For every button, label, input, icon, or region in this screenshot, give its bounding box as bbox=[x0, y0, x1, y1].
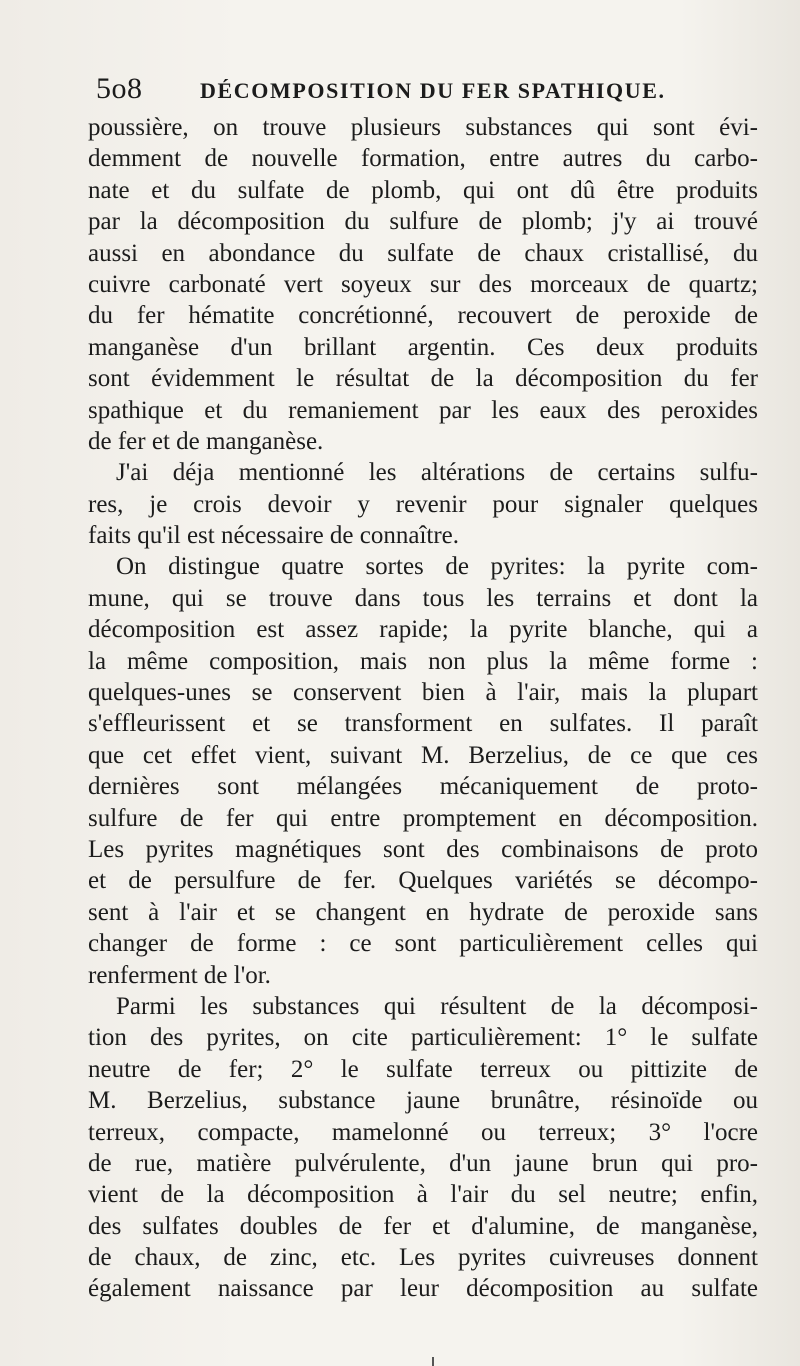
text-line: neutre de fer; 2° le sulfate terreux ou pittizite de bbox=[88, 1055, 758, 1083]
text-line: sont évidemment le résultat de la décomposition du fer bbox=[88, 365, 758, 393]
text-line: poussière, on trouve plusieurs substances qui sont évi- bbox=[88, 114, 758, 141]
text-line: terreux, compacte, mamelonné ou terreux; 3° l'ocre bbox=[88, 1118, 758, 1146]
text-line: demment de nouvelle formation, entre autres du carbo- bbox=[88, 145, 758, 173]
text-line: changer de forme : ce sont particulièrement celles qui bbox=[88, 930, 758, 958]
text-line: de fer et de manganèse. bbox=[88, 427, 324, 455]
text-line: spathique et du remaniement par les eaux des peroxides bbox=[88, 396, 758, 424]
paragraph-first-line: Parmi les substances qui résultent de la décomposi- bbox=[116, 992, 758, 1020]
text-line: aussi en abondance du sulfate de chaux cristallisé, du bbox=[88, 239, 758, 267]
text-line: mune, qui se trouve dans tous les terrains et dont la bbox=[88, 584, 758, 612]
text-line: par la décomposition du sulfure de plomb; j'y ai trouvé bbox=[88, 208, 758, 236]
text-line: cuivre carbonaté vert soyeux sur des morceaux de quartz; bbox=[88, 270, 758, 298]
paragraph-first-line: On distingue quatre sortes de pyrites: la pyrite com- bbox=[116, 553, 758, 581]
paragraph-first-line: J'ai déja mentionné les altérations de certains sulfu- bbox=[116, 459, 758, 487]
text-line: renferment de l'or. bbox=[88, 961, 271, 989]
signature-mark bbox=[432, 1357, 434, 1366]
page-header bbox=[96, 72, 756, 112]
text-line: M. Berzelius, substance jaune brunâtre, résinoïde ou bbox=[88, 1087, 758, 1115]
text-line: manganèse d'un brillant argentin. Ces deux produits bbox=[88, 333, 758, 361]
text-line: et de persulfure de fer. Quelques variétés se décompo- bbox=[88, 867, 758, 895]
page-number: 5o8 bbox=[96, 72, 143, 105]
text-line: des sulfates doubles de fer et d'alumine, de manganèse, bbox=[88, 1212, 758, 1240]
text-line: du fer hématite concrétionné, recouvert de peroxide de bbox=[88, 302, 758, 330]
text-line: res, je crois devoir y revenir pour signaler quelques bbox=[88, 490, 758, 518]
text-line: nate et du sulfate de plomb, qui ont dû être produits bbox=[88, 176, 758, 204]
text-line: s'effleurissent et se transforment en sulfates. Il paraît bbox=[88, 710, 758, 738]
text-line: de chaux, de zinc, etc. Les pyrites cuivreuses donnent bbox=[88, 1244, 758, 1272]
text-line: la même composition, mais non plus la même forme : bbox=[88, 647, 758, 675]
running-title: DÉCOMPOSITION DU FER SPATHIQUE. bbox=[200, 78, 666, 103]
text-line: dernières sont mélangées mécaniquement de proto- bbox=[88, 773, 758, 801]
text-line: décomposition est assez rapide; la pyrite blanche, qui a bbox=[88, 616, 758, 644]
text-line: sent à l'air et se changent en hydrate de peroxide sans bbox=[88, 898, 758, 926]
text-line: Les pyrites magnétiques sont des combinaisons de proto bbox=[88, 835, 758, 863]
text-line: de rue, matière pulvérulente, d'un jaune brun qui pro- bbox=[88, 1149, 758, 1177]
text-line: que cet effet vient, suivant M. Berzelius, de ce que ces bbox=[88, 741, 758, 769]
text-line: faits qu'il est nécessaire de connaître. bbox=[88, 522, 460, 550]
text-line: sulfure de fer qui entre promptement en décomposition. bbox=[88, 804, 758, 832]
text-line: tion des pyrites, on cite particulièrement: 1° le sulfate bbox=[88, 1024, 758, 1052]
text-line: vient de la décomposition à l'air du sel neutre; enfin, bbox=[88, 1181, 758, 1209]
body-text bbox=[88, 112, 758, 1305]
text-line: quelques-unes se conservent bien à l'air, mais la plupart bbox=[88, 679, 758, 707]
text-line: également naissance par leur décomposition au sulfate bbox=[88, 1275, 758, 1303]
